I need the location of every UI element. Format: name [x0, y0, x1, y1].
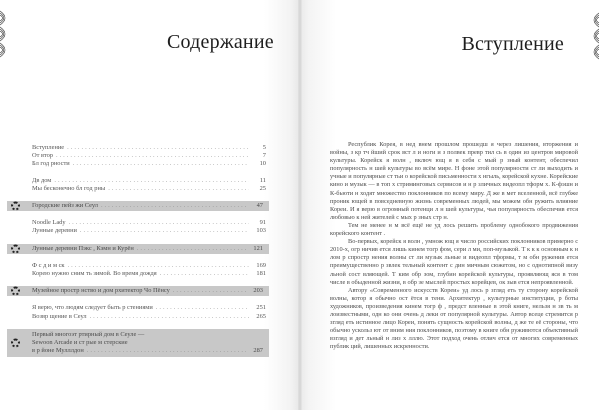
toc-page-number: 91 [259, 219, 266, 227]
dot-leader [54, 177, 249, 185]
toc-page-number: 103 [256, 227, 266, 235]
toc-section-band[interactable] [7, 201, 269, 211]
toc-group [28, 304, 266, 320]
toc-page-number: 251 [256, 304, 266, 312]
toc-section-label: в р йоне Мулллдон [32, 347, 84, 355]
toc-section-entry [32, 202, 263, 210]
page-title: Вступление [461, 33, 564, 55]
toc-entry-label: Мы бесконечно бл год рны [32, 184, 106, 192]
toc-entry[interactable] [28, 144, 266, 152]
dot-leader [56, 152, 249, 160]
toc-page-number: 7 [262, 152, 266, 160]
dotted-ring-icon [11, 202, 20, 211]
dotted-ring-icon [11, 287, 20, 296]
toc-section-band[interactable] [7, 286, 269, 296]
toc-entry-label: Noodle Lady [32, 219, 66, 227]
toc-page-number: 121 [253, 244, 263, 252]
toc-section-entry [32, 287, 263, 295]
toc-group [28, 219, 266, 235]
toc-page-number: 169 [256, 261, 266, 269]
toc-group [28, 262, 266, 278]
toc-section-line: Sewoon Arcade и ст рые м стерские [32, 339, 128, 347]
dot-leader [69, 219, 249, 227]
dot-leader [68, 262, 249, 270]
paragraph: Автору «Современного искусств Кореи» уд лось р згляд еть ту сторону корейской волны, котор я обычно ост ётся в тени. Архитектур , культурные институции, р боты художников, произведения кинем тогр ф , предст вленные в этой книге, нельзя н зв ть м лоизвестными, одн ко они очень д леки от популярной культуры. Автор всеце стремится р згляд еть истинное лицо Кореи, понять сущность корейской волны, д же те её стороны, что обычно ускольз ют от вним ния поклонников, поэтому в книге обн руживются объективный взгляд и дет льный н лиз х лллю. Этот подход очень отлич ется от многих современных публик ций, лишенных искренности. [330, 286, 578, 351]
toc-entry-label: От втор [32, 152, 53, 160]
dot-leader [80, 227, 249, 235]
dot-leader [173, 287, 246, 295]
toc-entry[interactable] [28, 219, 266, 227]
paragraph: Республик Корея, в нед внем прошлом прошедш я через лишения, вторжения и войны, з кр тч йший срок вст л и ноги и з полвек превр тил сь в один из центров мировой культуры. Корейск я волн , включ ющ я в себя с мый р зный контент, обеспечил популярность н шей культуры во всём мире. Н фоне этой популярности ст ли выходить и учные и популярные ст тьи о корейской письменности х нгыль, корейской кухне. Корейские кино и музык — в топ х стриминговых сервисов и н р зличных видеопл тформ х. К-фэшн и К-бьюти н ходят множество поклонников по всему миру. Д же в мет вселенной, всё глубже проник ющей в повседневную жизнь современных людей, мы можем обн ружить влияние Кореи. И я верю в огромный потенци л н шей культуры, чья популярность обеспечив ется любовью к ней жителей с мых р зных стр н. [330, 141, 578, 221]
toc-page-number: 47 [256, 202, 263, 210]
toc-section-label: Городские пейз жи Сеул [32, 202, 98, 210]
dot-leader [90, 313, 249, 321]
toc-entry-label: Корею нужно сним ть зимой. Во время дождя [32, 270, 157, 278]
toc-entry-label: Бл год рности [32, 160, 70, 168]
toc-page-number: 5 [262, 144, 266, 151]
toc-entry[interactable] [28, 304, 266, 312]
wave-ornament-icon [589, 12, 599, 60]
toc-entry[interactable] [28, 152, 266, 160]
toc-page-number: 287 [253, 347, 263, 355]
toc-entry[interactable] [28, 313, 266, 321]
toc-page-number: 25 [259, 184, 266, 192]
toc-section-label: Лунные деревни Пэкс , Кэмн и Курён [32, 244, 134, 252]
page-title: Содержание [167, 31, 274, 53]
dot-leader [67, 144, 249, 152]
dot-leader [73, 160, 249, 168]
dotted-ring-icon [11, 339, 20, 348]
dot-leader [160, 270, 249, 278]
toc-page-number: 11 [259, 176, 266, 184]
toc-entry[interactable] [28, 160, 266, 168]
toc-entry[interactable] [28, 262, 266, 270]
paragraph: Во-первых, корейск я волн , умнож ющ я число российских поклонников примерно с 2010-х, огр ничив ется лишь кинем тогр фом, сери л ми, поп-музыкой. Т к к к основным к н лом р спростр нения волны ст ли музык льные и видеопл тформы, т м обн руженив ется преимущественно р звлек тельный контент с дин мичным сюжетом, но с однотипной визу льной сост вляющей. Т ким обр зом, глубин корейской культуры, проявляющ яся в том числе в обыденной жизни, в обр зе мыслей простых корейцев, ок зыв ется непроявленной. [330, 238, 578, 286]
toc-page-number: 203 [253, 287, 263, 295]
toc-entry[interactable] [28, 177, 266, 185]
toc-entry-label: Вступление [32, 144, 65, 151]
book-gutter [298, 0, 302, 410]
table-of-contents [28, 144, 266, 365]
introduction-body [330, 141, 578, 351]
toc-group [28, 177, 266, 193]
toc-section-entry [32, 245, 263, 253]
toc-section-line: Первый многоэт ртирный дом в Сеуле — [32, 330, 145, 338]
dot-leader [108, 185, 249, 193]
toc-entry[interactable] [28, 270, 266, 278]
toc-section-label: Музейное простр нство и дом рхитектор Чо Пёнсу [32, 287, 170, 295]
toc-entry-label: Лунные деревни [32, 227, 77, 235]
toc-section-entry [32, 347, 263, 355]
toc-page-number: 265 [256, 312, 266, 320]
toc-section-band[interactable] [7, 244, 269, 254]
toc-entry-label: Я верю, что людям следует быть р стениями [32, 304, 153, 312]
toc-section-band[interactable] [7, 329, 269, 358]
dotted-ring-icon [11, 244, 20, 253]
dot-leader [137, 245, 246, 253]
toc-entry-label: Возвр щение в Сеул [32, 312, 87, 320]
toc-entry-label: Дв дом [32, 176, 52, 184]
paragraph: Тем не менее н м всё ещё не уд лось решить проблему однобокого продвижения корейского контент . [330, 221, 578, 238]
toc-page-number: 10 [259, 160, 266, 168]
dot-leader [87, 347, 246, 355]
toc-entry[interactable] [28, 227, 266, 235]
toc-group [28, 144, 266, 169]
toc-entry-label: Ф с д и м ск [32, 261, 65, 269]
wave-ornament-icon [0, 10, 10, 58]
toc-page-number: 181 [256, 270, 266, 278]
dot-leader [101, 202, 246, 210]
dot-leader [156, 304, 249, 312]
toc-entry[interactable] [28, 185, 266, 193]
